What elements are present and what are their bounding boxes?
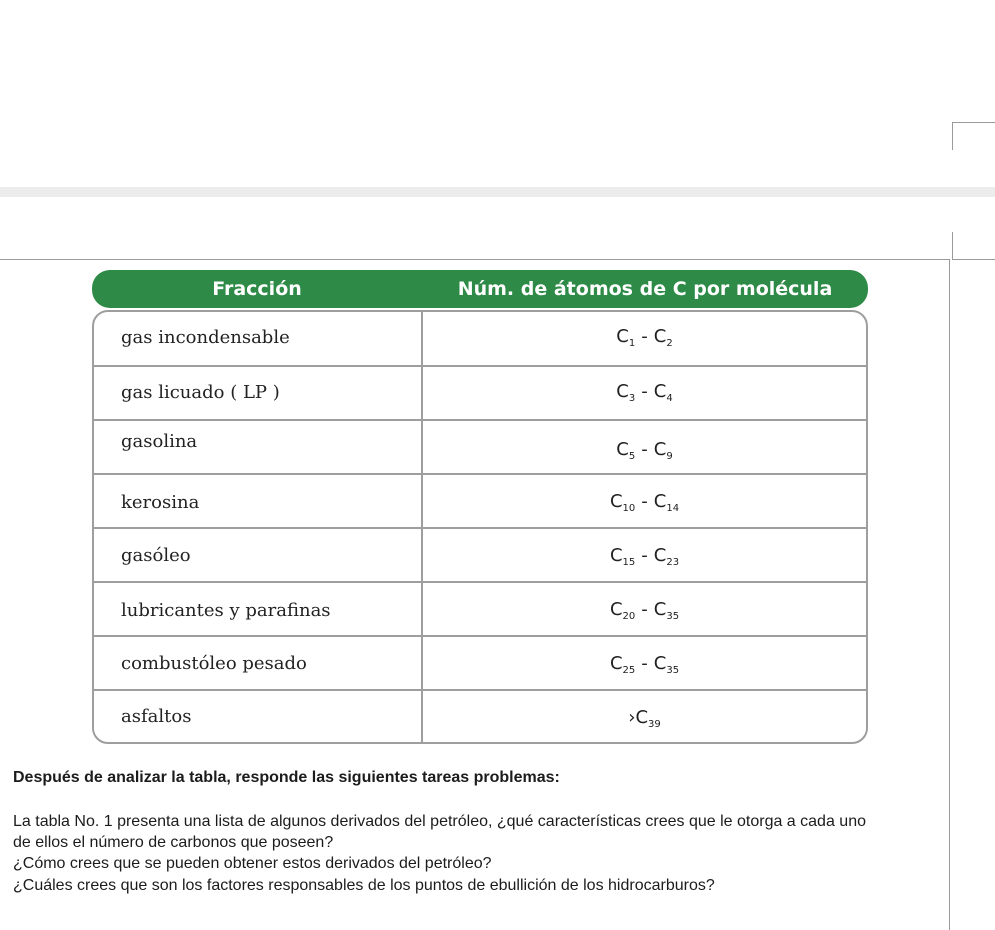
table-row [94,473,866,528]
column-divider [421,312,423,742]
carbon-range: $C_{25} - C_{35}$ [609,653,680,676]
fraction-name: combustóleo pesado [121,653,307,674]
fraction-name: lubricantes y parafinas [121,600,331,621]
question-2: ¿Cómo crees que se pueden obtener estos derivados del petróleo? [13,855,492,872]
page-separator [0,187,995,197]
carbon-range: $C_{10} - C_{14}$ [609,491,680,514]
carbon-range: $C_{15} - C_{23}$ [609,545,680,568]
table-row [94,312,866,365]
table-row [94,581,866,636]
instructions-title: Después de analizar la tabla, responde las siguientes tareas problemas: [13,769,560,786]
page-corner-mark-bottom [952,232,995,260]
fraction-name: kerosina [121,492,200,513]
fractions-table [92,310,868,744]
question-1-line-1: La tabla No. 1 presenta una lista de algunos derivados del petróleo, ¿qué características crees que le otorga a cada uno [13,813,866,830]
carbon-range: $C_{20} - C_{35}$ [609,599,680,622]
table-row [94,419,866,474]
carbon-range: $C_5 - C_9$ [616,439,673,462]
question-1-line-2: de ellos el número de carbonos que poseen? [13,834,334,851]
previous-page-area [0,0,995,187]
table-row [94,527,866,582]
header-fraction: Fracción [212,278,302,300]
table-row [94,365,866,420]
page-corner-mark-top [952,122,995,150]
fraction-name: gasolina [121,431,198,452]
carbon-range: $C_1 - C_2$ [616,326,673,349]
fraction-name: gasóleo [121,545,191,566]
table-row [94,689,866,744]
question-3: ¿Cuáles crees que son los factores responsables de los puntos de ebullición de los hidrocarburos? [13,877,715,894]
table-row [94,635,866,690]
fraction-name: asfaltos [121,706,192,727]
carbon-range: $›C_{39}$ [628,707,661,730]
header-carbon-atoms: Núm. de átomos de C por molécula [457,278,833,300]
fraction-name: gas incondensable [121,327,290,348]
carbon-range: $C_3 - C_4$ [616,381,673,404]
table-header [92,270,868,308]
fraction-name: gas licuado ( LP ) [121,382,280,403]
